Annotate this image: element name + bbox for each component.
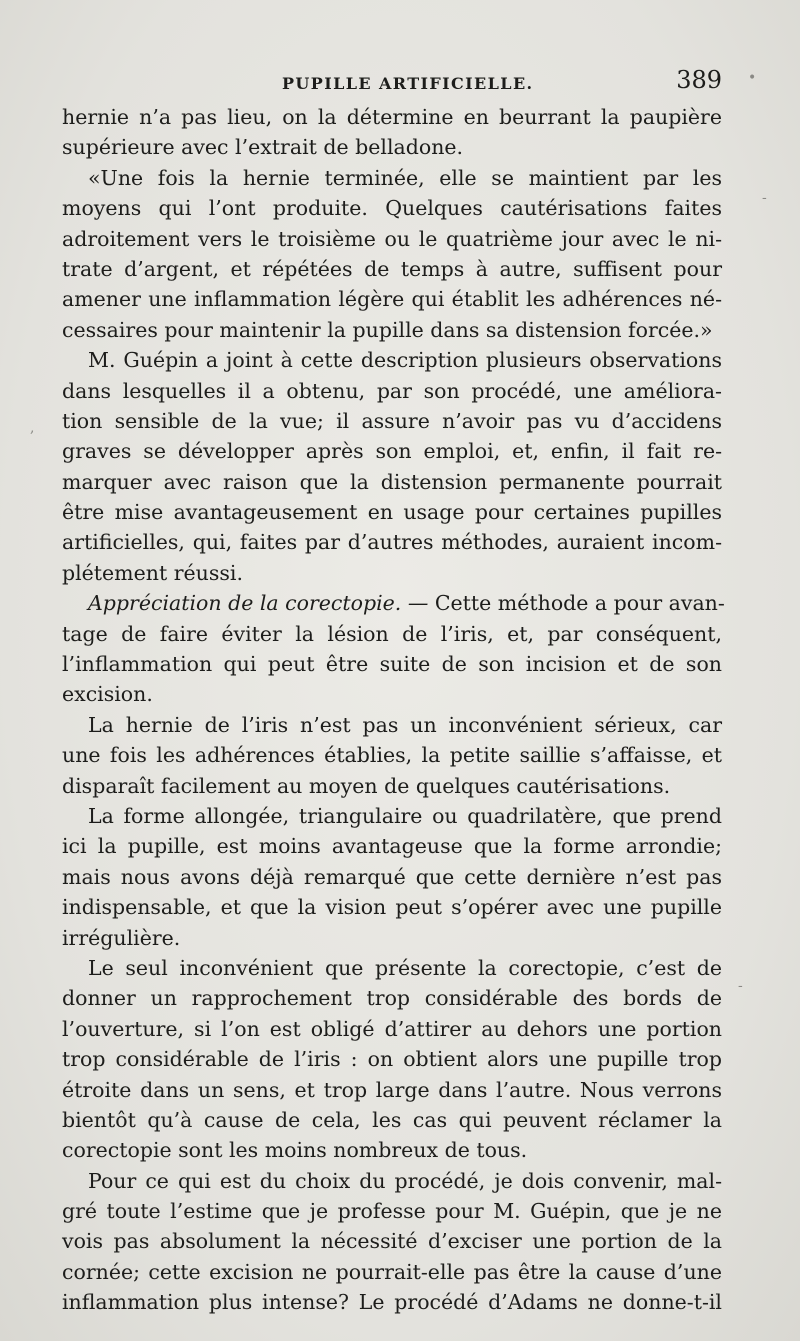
text-line: La forme allongée, triangulaire ou quadrilatère, que prend xyxy=(88,803,722,828)
text-line: corectopie sont les moins nombreux de tous. xyxy=(62,1138,528,1163)
text-line: inflammation plus intense? Le procédé d’Adams ne donne-t-il xyxy=(62,1290,722,1315)
text-line: «Une fois la hernie terminée, elle se maintient par les xyxy=(88,165,722,190)
page-number: 389 xyxy=(676,66,722,94)
text-line-with-heading xyxy=(62,588,725,618)
text-line: mais nous avons déjà remarqué que cette dernière n’est pas xyxy=(62,864,722,889)
body-text xyxy=(62,102,725,1318)
text-line: cornée; cette excision ne pourrait-elle pas être la cause d’une xyxy=(62,1259,722,1284)
page-header xyxy=(62,66,722,98)
text-line: excision. xyxy=(62,682,153,707)
text-line: trate d’argent, et répétées de temps à autre, suffisent pour xyxy=(62,256,722,281)
text-line: La hernie de l’iris n’est pas un inconvénient sérieux, car xyxy=(88,712,722,737)
running-title: PUPILLE ARTIFICIELLE. xyxy=(282,74,534,93)
margin-speck: - xyxy=(762,190,767,206)
text-line: plétement réussi. xyxy=(62,560,243,585)
text-line: être mise avantageusement en usage pour certaines pupilles xyxy=(62,500,722,525)
text-line: étroite dans un sens, et trop large dans l’autre. Nous verrons xyxy=(62,1077,722,1102)
text-line: l’ouverture, si l’on est obligé d’attirer au dehors une portion xyxy=(62,1016,722,1041)
text-line: disparaît facilement au moyen de quelques cautérisations. xyxy=(62,773,671,798)
text-line: Pour ce qui est du choix du procédé, je dois convenir, mal- xyxy=(88,1168,722,1193)
text-line: moyens qui l’ont produite. Quelques cautérisations faites xyxy=(62,196,722,221)
text-line: dans lesquelles il a obtenu, par son procédé, une améliora- xyxy=(62,378,722,403)
text-line: tion sensible de la vue; il assure n’avoir pas vu d’accidens xyxy=(62,408,722,433)
text-line: hernie n’a pas lieu, on la détermine en beurrant la paupière xyxy=(62,105,722,129)
text-line: donner un rapprochement trop considérable des bords de xyxy=(62,986,722,1011)
text-line: marquer avec raison que la distension permanente pourrait xyxy=(62,469,722,494)
text-line: amener une inflammation légère qui établit les adhérences né- xyxy=(62,287,722,312)
text-line: gré toute l’estime que je professe pour M. Guépin, que je ne xyxy=(62,1199,722,1224)
text-line: artificielles, qui, faites par d’autres méthodes, auraient incom- xyxy=(62,530,722,555)
text-line: tage de faire éviter la lésion de l’iris, et, par conséquent, xyxy=(62,621,722,646)
text-line: Le seul inconvénient que présente la corectopie, c’est de xyxy=(88,955,722,980)
text-line: vois pas absolument la nécessité d’exciser une portion de la xyxy=(62,1229,722,1254)
text-line: une fois les adhérences établies, la petite saillie s’affaisse, et xyxy=(62,743,722,768)
text-line: bientôt qu’à cause de cela, les cas qui peuvent réclamer la xyxy=(62,1107,722,1132)
text-line: ici la pupille, est moins avantageuse que la forme arrondie; xyxy=(62,834,722,859)
text-line: indispensable, et que la vision peut s’opérer avec une pupille xyxy=(62,895,722,920)
text-line: trop considérable de l’iris : on obtient alors une pupille trop xyxy=(62,1047,722,1072)
text-line: adroitement vers le troisième ou le quatrième jour avec le ni- xyxy=(62,226,722,251)
text-line: cessaires pour maintenir la pupille dans sa distension forcée.» xyxy=(62,317,713,342)
text-line: M. Guépin a joint à cette description plusieurs observations xyxy=(88,348,722,373)
margin-speck: • xyxy=(748,70,757,86)
margin-speck: , xyxy=(30,420,35,436)
text-line: supérieure avec l’extrait de belladone. xyxy=(62,135,464,160)
text-line: l’inflammation qui peut être suite de son incision et de son xyxy=(62,652,722,677)
heading-continuation: Cette méthode a pour avan- xyxy=(434,591,725,616)
text-line: irrégulière. xyxy=(62,925,181,950)
margin-speck: - xyxy=(738,978,743,994)
section-heading: Appréciation de la corectopie. — xyxy=(88,591,429,616)
text-line: graves se développer après son emploi, et, enfin, il fait re- xyxy=(62,439,722,464)
